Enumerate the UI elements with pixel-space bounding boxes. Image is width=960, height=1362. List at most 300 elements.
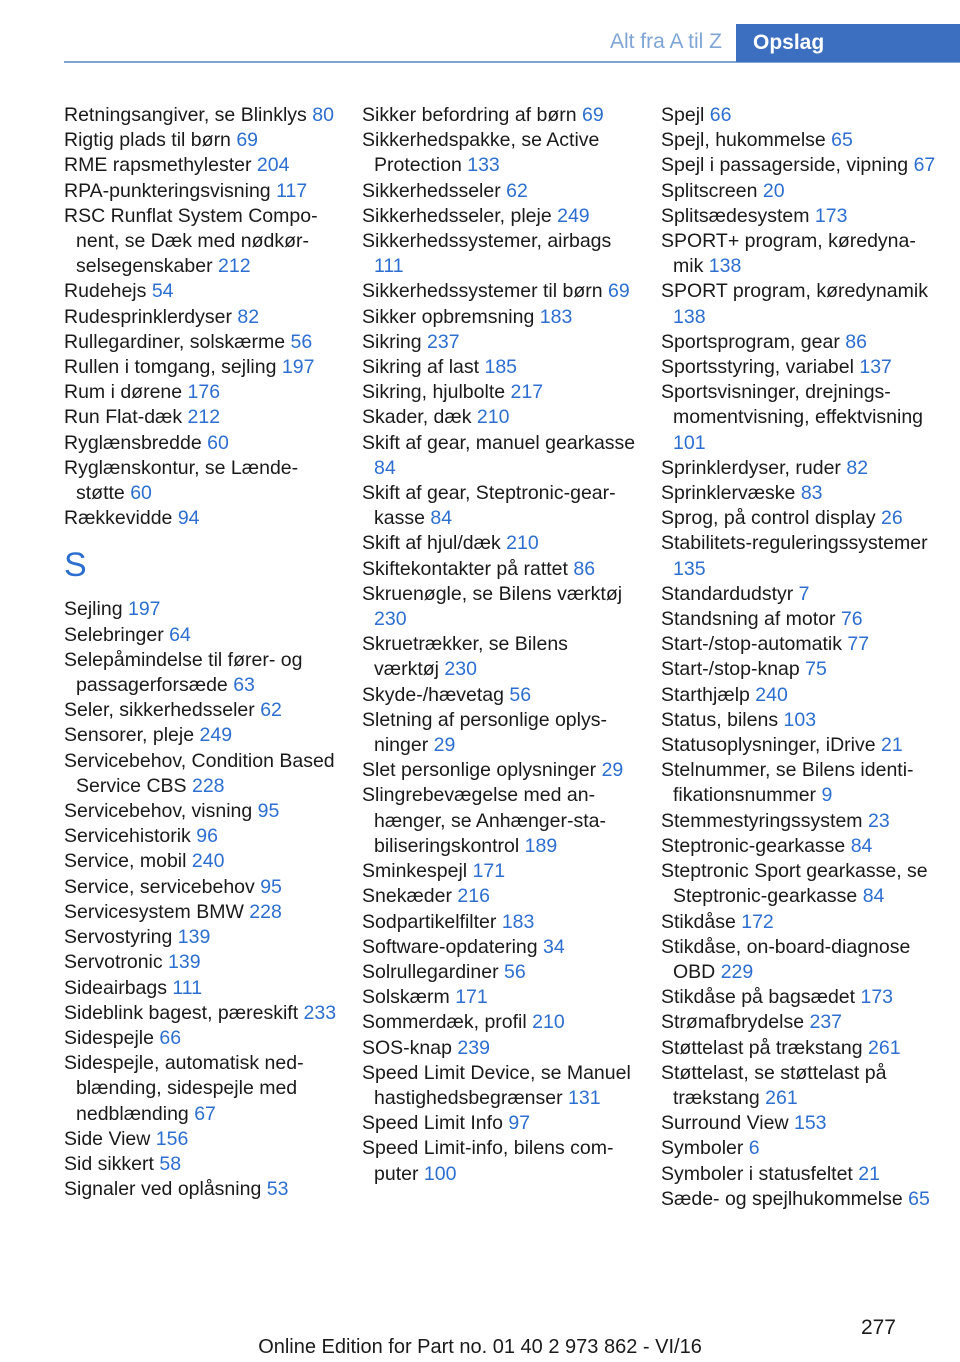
page-link[interactable]: 84 bbox=[374, 456, 396, 479]
index-term: Servicehistorik bbox=[64, 825, 191, 848]
page-link[interactable]: 230 bbox=[444, 658, 477, 681]
index-term: Statusoplysninger, iDrive bbox=[661, 734, 876, 757]
page-link[interactable]: 82 bbox=[846, 456, 869, 479]
index-entry bbox=[64, 405, 339, 430]
index-entry bbox=[362, 632, 637, 682]
index-entry bbox=[362, 179, 637, 204]
page-link[interactable]: 84 bbox=[430, 507, 453, 530]
index-entry bbox=[362, 708, 637, 758]
index-term: Servotronic bbox=[64, 951, 163, 974]
index-term: Standardudstyr bbox=[661, 582, 794, 605]
footer-edition: Online Edition for Part no. 01 40 2 973 862 - VI/16 bbox=[258, 1336, 702, 1358]
index-entry bbox=[64, 950, 339, 975]
page-link[interactable]: 137 bbox=[859, 356, 892, 379]
index-term: Sikring, hjulbolte bbox=[362, 381, 506, 404]
page-link[interactable]: 228 bbox=[249, 900, 282, 923]
index-term: Sidespejle bbox=[64, 1026, 154, 1049]
page-link[interactable]: 86 bbox=[845, 330, 867, 353]
page-link[interactable]: 65 bbox=[908, 1187, 930, 1210]
index-entry bbox=[661, 279, 936, 329]
page-link[interactable]: 228 bbox=[191, 774, 225, 797]
page-link[interactable]: 139 bbox=[177, 926, 211, 949]
page-link[interactable]: 183 bbox=[539, 305, 573, 328]
index-entry bbox=[362, 960, 637, 985]
index-term: Rudesprinklerdyser bbox=[64, 305, 232, 328]
index-term: Rudehejs bbox=[64, 280, 147, 303]
page-link[interactable]: 117 bbox=[276, 179, 308, 202]
index-term: Servostyring bbox=[64, 926, 173, 949]
page-link[interactable]: 237 bbox=[427, 330, 460, 353]
page-link[interactable]: 240 bbox=[755, 683, 788, 706]
index-term: Spejl i passagerside, vipning bbox=[661, 154, 909, 177]
index-term: Sportsvisninger, drejningsmomentvisning, effektvisning bbox=[661, 381, 924, 429]
index-entry bbox=[661, 1010, 936, 1035]
index-term: Slingrebevægelse med anhænger, se Anhænger-stabiliseringskontrol bbox=[362, 784, 606, 857]
index-term: Splitscreen bbox=[661, 179, 758, 202]
page-header bbox=[0, 24, 960, 62]
page-link[interactable]: 210 bbox=[532, 1011, 565, 1034]
index-entry bbox=[661, 179, 936, 204]
index-entry bbox=[362, 330, 637, 355]
index-term: Selebringer bbox=[64, 623, 164, 646]
page-link[interactable]: 67 bbox=[194, 1102, 216, 1125]
page-link[interactable]: 103 bbox=[783, 708, 817, 731]
index-term: Skift af gear, Steptronic-gearkasse bbox=[362, 482, 616, 530]
page-link[interactable]: 58 bbox=[159, 1152, 182, 1175]
index-entry bbox=[362, 910, 637, 935]
page-link[interactable]: 212 bbox=[218, 255, 251, 278]
index-entry bbox=[661, 506, 936, 531]
index-entry bbox=[64, 103, 339, 128]
page-link[interactable]: 229 bbox=[720, 960, 754, 983]
page-link[interactable]: 233 bbox=[303, 1001, 337, 1024]
index-entry bbox=[64, 431, 339, 456]
page-link[interactable]: 62 bbox=[506, 179, 528, 202]
page-number: 277 bbox=[860, 1316, 896, 1339]
index-term: Software-opdatering bbox=[362, 935, 538, 958]
page-link[interactable]: 95 bbox=[260, 875, 282, 898]
index-entry bbox=[64, 204, 339, 280]
index-term: Servicebehov, visning bbox=[64, 800, 253, 823]
index-term: Rullen i tomgang, sejling bbox=[64, 356, 277, 379]
index-entry bbox=[362, 531, 637, 556]
index-term: RSC Runflat System Component, se Dæk med nødkørselsegenskaber bbox=[64, 204, 318, 278]
index-term: Ryglænskontur, se Lændestøtte bbox=[64, 456, 299, 505]
index-entry bbox=[362, 683, 637, 708]
index-term: Sikkerhedssystemer til børn bbox=[362, 280, 603, 303]
page-link[interactable]: 237 bbox=[809, 1011, 843, 1034]
page-link[interactable]: 171 bbox=[455, 986, 488, 1009]
index-entry bbox=[362, 103, 637, 128]
index-entry bbox=[362, 1136, 637, 1186]
index-term: Servicesystem BMW bbox=[64, 900, 244, 923]
page-link[interactable]: 21 bbox=[858, 1162, 880, 1185]
index-term: Sikkerhedsseler bbox=[362, 179, 501, 202]
index-term: Rækkevidde bbox=[64, 507, 173, 530]
page-link[interactable]: 60 bbox=[130, 482, 152, 505]
index-entry bbox=[661, 632, 936, 657]
index-entry bbox=[661, 204, 936, 229]
page-link[interactable]: 183 bbox=[501, 910, 535, 933]
index-entry bbox=[362, 405, 637, 430]
index-term: Slet personlige oplysninger bbox=[362, 759, 597, 782]
index-entry bbox=[661, 153, 936, 178]
index-entry bbox=[362, 758, 637, 783]
index-term: Start-/stop-automatik bbox=[661, 633, 842, 656]
index-term: Sideblink bagest, pæreskift bbox=[64, 1001, 299, 1024]
index-term: Symboler bbox=[661, 1137, 744, 1160]
page-link[interactable]: 261 bbox=[868, 1036, 901, 1059]
index-term: Sidespejle, automatisk nedblænding, sidespejle med nedblænding bbox=[64, 1052, 304, 1125]
index-term: Stabilitets-reguleringssystemer bbox=[661, 532, 928, 555]
index-term: Sikker befordring af børn bbox=[362, 104, 577, 126]
index-entry bbox=[661, 1136, 936, 1161]
index-term: Skruetrækker, se Bilens værktøj bbox=[362, 633, 568, 681]
page-link[interactable]: 7 bbox=[798, 582, 810, 605]
index-term: Snekæder bbox=[362, 885, 452, 908]
page-link[interactable]: 64 bbox=[169, 623, 191, 646]
index-entry bbox=[64, 623, 339, 648]
page-link[interactable]: 56 bbox=[504, 960, 526, 983]
index-entry bbox=[64, 153, 339, 178]
page-link[interactable]: 83 bbox=[800, 482, 823, 505]
index-term: Symboler i statusfeltet bbox=[661, 1162, 853, 1185]
page-link[interactable]: 69 bbox=[236, 129, 259, 152]
page-link[interactable]: 172 bbox=[741, 910, 774, 933]
page-link[interactable]: 204 bbox=[256, 154, 290, 177]
index-entry bbox=[661, 657, 936, 682]
index-entry bbox=[661, 1111, 936, 1136]
page-link[interactable]: 249 bbox=[557, 204, 590, 227]
index-term: Seler, sikkerhedsseler bbox=[64, 699, 255, 722]
index-term: SOS-knap bbox=[362, 1036, 452, 1059]
index-term: RME rapsmethylester bbox=[64, 154, 252, 177]
index-entry bbox=[661, 456, 936, 481]
index-entry bbox=[362, 279, 637, 304]
index-term: Retningsangiver, se Blinklys bbox=[64, 104, 307, 126]
page-link[interactable]: 138 bbox=[708, 255, 742, 278]
index-entry bbox=[362, 1036, 637, 1061]
index-term: Sminkespejl bbox=[362, 860, 468, 883]
index-entry bbox=[661, 1162, 936, 1187]
index-letter-heading: S bbox=[64, 546, 87, 585]
index-term: Sikkerhedspakke, se Active Protection bbox=[362, 129, 600, 177]
page-link[interactable]: 111 bbox=[374, 255, 404, 278]
index-term: Starthjælp bbox=[661, 683, 750, 706]
page-link[interactable]: 34 bbox=[543, 935, 565, 958]
page-link[interactable]: 84 bbox=[862, 885, 885, 908]
index-entry bbox=[362, 884, 637, 909]
page-link[interactable]: 217 bbox=[510, 381, 544, 404]
page-link[interactable]: 82 bbox=[237, 305, 260, 328]
index-term: Skader, dæk bbox=[362, 406, 472, 429]
index-entry bbox=[64, 1026, 339, 1051]
index-entry bbox=[64, 1001, 339, 1026]
page-link[interactable]: 97 bbox=[508, 1112, 531, 1135]
index-entry bbox=[64, 305, 339, 330]
page-link[interactable]: 197 bbox=[127, 598, 161, 621]
index-term: Rullegardiner, solskærme bbox=[64, 330, 286, 353]
index-term: Spejl, hukommelse bbox=[661, 129, 826, 152]
index-column-2 bbox=[362, 103, 637, 1187]
page-link[interactable]: 20 bbox=[762, 179, 785, 202]
index-term: Spejl bbox=[661, 104, 705, 126]
index-entry bbox=[362, 355, 637, 380]
index-term: Støttelast, se støttelast på trækstang bbox=[661, 1061, 887, 1109]
index-term: Speed Limit Device, se Manuel hastighedsbegrænser bbox=[362, 1061, 631, 1109]
index-entry bbox=[362, 431, 637, 481]
index-term: Sprog, på control display bbox=[661, 507, 876, 530]
index-entry bbox=[64, 1177, 339, 1202]
index-term: Start-/stop-knap bbox=[661, 658, 800, 681]
index-term: Selepåmindelse til fører- og passagerforsæde bbox=[64, 648, 303, 697]
index-entry bbox=[64, 749, 339, 799]
index-entry bbox=[661, 683, 936, 708]
index-term: Stikdåse, on-board-diagnose OBD bbox=[661, 935, 911, 983]
index-term: Status, bilens bbox=[661, 708, 779, 731]
index-entry bbox=[64, 648, 339, 698]
page-link[interactable]: 86 bbox=[573, 557, 596, 580]
page-link[interactable]: 239 bbox=[457, 1036, 490, 1059]
index-term: Strømafbrydelse bbox=[661, 1011, 805, 1034]
header-section: Alt fra A til Z bbox=[609, 30, 722, 53]
index-term: Servicebehov, Condition Based Service CBS bbox=[64, 749, 335, 797]
index-term: Sprinklerdyser, ruder bbox=[661, 456, 841, 479]
index-entry bbox=[64, 875, 339, 900]
page-link[interactable]: 60 bbox=[207, 431, 229, 454]
page-link[interactable]: 80 bbox=[312, 104, 334, 126]
index-term: Støttelast på trækstang bbox=[661, 1036, 863, 1059]
index-entry bbox=[661, 708, 936, 733]
index-term: Solskærm bbox=[362, 986, 450, 1009]
index-entry bbox=[64, 976, 339, 1001]
page-link[interactable]: 131 bbox=[568, 1086, 601, 1109]
index-term: Rigtig plads til børn bbox=[64, 129, 231, 152]
index-entry bbox=[362, 985, 637, 1010]
page-link[interactable]: 94 bbox=[177, 507, 200, 530]
page-link[interactable]: 171 bbox=[472, 860, 506, 883]
index-term: Speed Limit-info, bilens computer bbox=[362, 1137, 614, 1185]
page-link[interactable]: 75 bbox=[805, 658, 827, 681]
index-term: Solrullegardiner bbox=[362, 960, 499, 983]
page-link[interactable]: 29 bbox=[433, 734, 456, 757]
page-link[interactable]: 9 bbox=[821, 784, 833, 807]
index-entry bbox=[64, 925, 339, 950]
page-link[interactable]: 56 bbox=[509, 683, 532, 706]
index-term: Sikring af last bbox=[362, 356, 480, 379]
index-entry bbox=[64, 723, 339, 748]
index-entry bbox=[661, 481, 936, 506]
index-term: Surround View bbox=[661, 1112, 789, 1135]
index-entry bbox=[64, 128, 339, 153]
index-entry bbox=[661, 1036, 936, 1061]
index-term: Sikring bbox=[362, 330, 422, 353]
index-entry bbox=[661, 834, 936, 859]
page-link[interactable]: 96 bbox=[196, 825, 218, 848]
index-entry bbox=[64, 506, 339, 531]
index-term: Stikdåse bbox=[661, 910, 736, 933]
page-link[interactable]: 53 bbox=[266, 1178, 289, 1201]
index-entry bbox=[362, 859, 637, 884]
index-entry bbox=[661, 103, 936, 128]
index-term: Side View bbox=[64, 1127, 151, 1150]
index-entry bbox=[661, 380, 936, 456]
page-link[interactable]: 69 bbox=[608, 280, 630, 303]
index-entry bbox=[64, 824, 339, 849]
page-link[interactable]: 66 bbox=[159, 1026, 182, 1049]
page-link[interactable]: 100 bbox=[423, 1162, 457, 1185]
index-column-1 bbox=[64, 103, 339, 1202]
index-term: Stemmestyringssystem bbox=[661, 809, 863, 832]
index-term: Standsning af motor bbox=[661, 608, 836, 631]
index-entry bbox=[661, 607, 936, 632]
index-entry bbox=[661, 935, 936, 985]
page-link[interactable]: 210 bbox=[476, 406, 510, 429]
index-term: Steptronic Sport gearkasse, se Steptronic-gearkasse bbox=[661, 860, 928, 908]
page-link[interactable]: 84 bbox=[850, 834, 873, 857]
index-entry bbox=[661, 582, 936, 607]
index-term: Sejling bbox=[64, 598, 123, 621]
page-link[interactable]: 230 bbox=[374, 608, 407, 631]
page-link[interactable]: 65 bbox=[831, 129, 853, 152]
index-term: Sprinklervæske bbox=[661, 482, 796, 505]
index-term: Steptronic-gearkasse bbox=[661, 834, 846, 857]
page-link[interactable]: 29 bbox=[601, 759, 624, 782]
page-link[interactable]: 23 bbox=[867, 809, 890, 832]
page-link[interactable]: 69 bbox=[582, 104, 604, 126]
index-term: Skyde-/hævetag bbox=[362, 683, 504, 706]
index-term: Stelnummer, se Bilens identifikationsnummer bbox=[661, 759, 914, 807]
page-link[interactable]: 133 bbox=[467, 154, 500, 177]
page-link[interactable]: 26 bbox=[881, 507, 903, 530]
index-entry bbox=[64, 900, 339, 925]
index-term: Rum i dørene bbox=[64, 381, 183, 404]
index-entry bbox=[661, 1061, 936, 1111]
index-entry bbox=[661, 859, 936, 909]
index-entry bbox=[661, 229, 936, 279]
index-term: Sommerdæk, profil bbox=[362, 1011, 527, 1034]
page-link[interactable]: 197 bbox=[281, 356, 315, 379]
index-term: Run Flat-dæk bbox=[64, 406, 183, 429]
index-entry bbox=[64, 380, 339, 405]
index-term: Sikkerhedssystemer, airbags bbox=[362, 230, 612, 253]
index-entry bbox=[64, 849, 339, 874]
index-term: Speed Limit Info bbox=[362, 1112, 503, 1135]
page-link[interactable]: 21 bbox=[881, 734, 903, 757]
index-entry bbox=[64, 179, 339, 204]
index-term: Skiftekontakter på rattet bbox=[362, 557, 568, 580]
index-entry bbox=[362, 783, 637, 859]
page-link[interactable]: 95 bbox=[257, 800, 280, 823]
page-link[interactable]: 210 bbox=[506, 532, 539, 555]
index-term: RPA-punkteringsvisning bbox=[64, 179, 271, 202]
page-link[interactable]: 153 bbox=[793, 1112, 827, 1135]
page-link[interactable]: 101 bbox=[673, 431, 706, 454]
index-term: Sæde- og spejlhukommelse bbox=[661, 1187, 903, 1210]
page-link[interactable]: 216 bbox=[457, 885, 490, 908]
index-term: Sikkerhedsseler, pleje bbox=[362, 204, 552, 227]
index-entry bbox=[362, 1010, 637, 1035]
header-tab: Opslag bbox=[736, 24, 960, 62]
index-term: SPORT+ program, køredynamik bbox=[661, 230, 916, 278]
index-entry bbox=[661, 330, 936, 355]
index-entry bbox=[661, 809, 936, 834]
page-link[interactable]: 77 bbox=[847, 633, 870, 656]
index-entry bbox=[661, 758, 936, 808]
page-link[interactable]: 54 bbox=[151, 280, 174, 303]
page-link[interactable]: 139 bbox=[168, 951, 201, 974]
index-entry bbox=[661, 1187, 936, 1212]
index-entry bbox=[64, 799, 339, 824]
index-entry bbox=[661, 985, 936, 1010]
index-entry bbox=[362, 204, 637, 229]
index-entry bbox=[64, 456, 339, 506]
index-entry bbox=[362, 557, 637, 582]
index-entry bbox=[362, 305, 637, 330]
index-term: Sikker opbremsning bbox=[362, 305, 535, 328]
page-link[interactable]: 135 bbox=[673, 557, 706, 580]
index-term: Skruenøgle, se Bilens værktøj bbox=[362, 582, 623, 605]
index-entry bbox=[64, 1051, 339, 1127]
page-link[interactable]: 173 bbox=[814, 204, 848, 227]
page-link[interactable]: 249 bbox=[199, 724, 233, 747]
index-entry bbox=[362, 380, 637, 405]
index-term: Skift af hjul/dæk bbox=[362, 532, 501, 555]
page-link[interactable]: 185 bbox=[484, 356, 518, 379]
index-column-3 bbox=[661, 103, 936, 1212]
index-term: Sodpartikelfilter bbox=[362, 910, 497, 933]
page-link[interactable]: 76 bbox=[840, 608, 863, 631]
page-link[interactable]: 240 bbox=[191, 850, 225, 873]
index-term: Skift af gear, manuel gearkasse bbox=[362, 431, 636, 454]
index-term: SPORT program, køredynamik bbox=[661, 280, 928, 303]
index-term: Sportsprogram, gear bbox=[661, 330, 840, 353]
page-link[interactable]: 173 bbox=[860, 986, 894, 1009]
page-link[interactable]: 111 bbox=[172, 976, 203, 999]
index-entry bbox=[64, 279, 339, 304]
index-entry bbox=[362, 935, 637, 960]
index-term: Ryglænsbredde bbox=[64, 431, 202, 454]
index-entry bbox=[661, 128, 936, 153]
page-link[interactable]: 261 bbox=[765, 1086, 798, 1109]
page-link[interactable]: 6 bbox=[748, 1137, 760, 1160]
page-link[interactable]: 189 bbox=[524, 834, 558, 857]
index-term: Service, mobil bbox=[64, 850, 187, 873]
page-link[interactable]: 67 bbox=[913, 154, 936, 177]
index-entry bbox=[661, 910, 936, 935]
index-entry bbox=[64, 355, 339, 380]
page-link[interactable]: 138 bbox=[673, 305, 706, 328]
page-link[interactable]: 66 bbox=[709, 104, 732, 126]
index-term: Splitsædesystem bbox=[661, 204, 810, 227]
index-entry bbox=[661, 733, 936, 758]
index-term: Stikdåse på bagsædet bbox=[661, 986, 856, 1009]
index-entry bbox=[64, 597, 339, 622]
page-link[interactable]: 63 bbox=[233, 674, 255, 697]
page-link[interactable]: 212 bbox=[187, 406, 221, 429]
page-link[interactable]: 156 bbox=[155, 1127, 189, 1150]
index-entry bbox=[64, 330, 339, 355]
index-term: Sid sikkert bbox=[64, 1152, 154, 1175]
page-link[interactable]: 56 bbox=[290, 330, 313, 353]
index-entry bbox=[64, 1152, 339, 1177]
page-link[interactable]: 62 bbox=[260, 699, 282, 722]
page-link[interactable]: 176 bbox=[187, 381, 221, 404]
index-entry bbox=[64, 698, 339, 723]
index-term: Signaler ved oplåsning bbox=[64, 1178, 262, 1201]
index-entry bbox=[362, 1111, 637, 1136]
index-term: Sideairbags bbox=[64, 976, 167, 999]
